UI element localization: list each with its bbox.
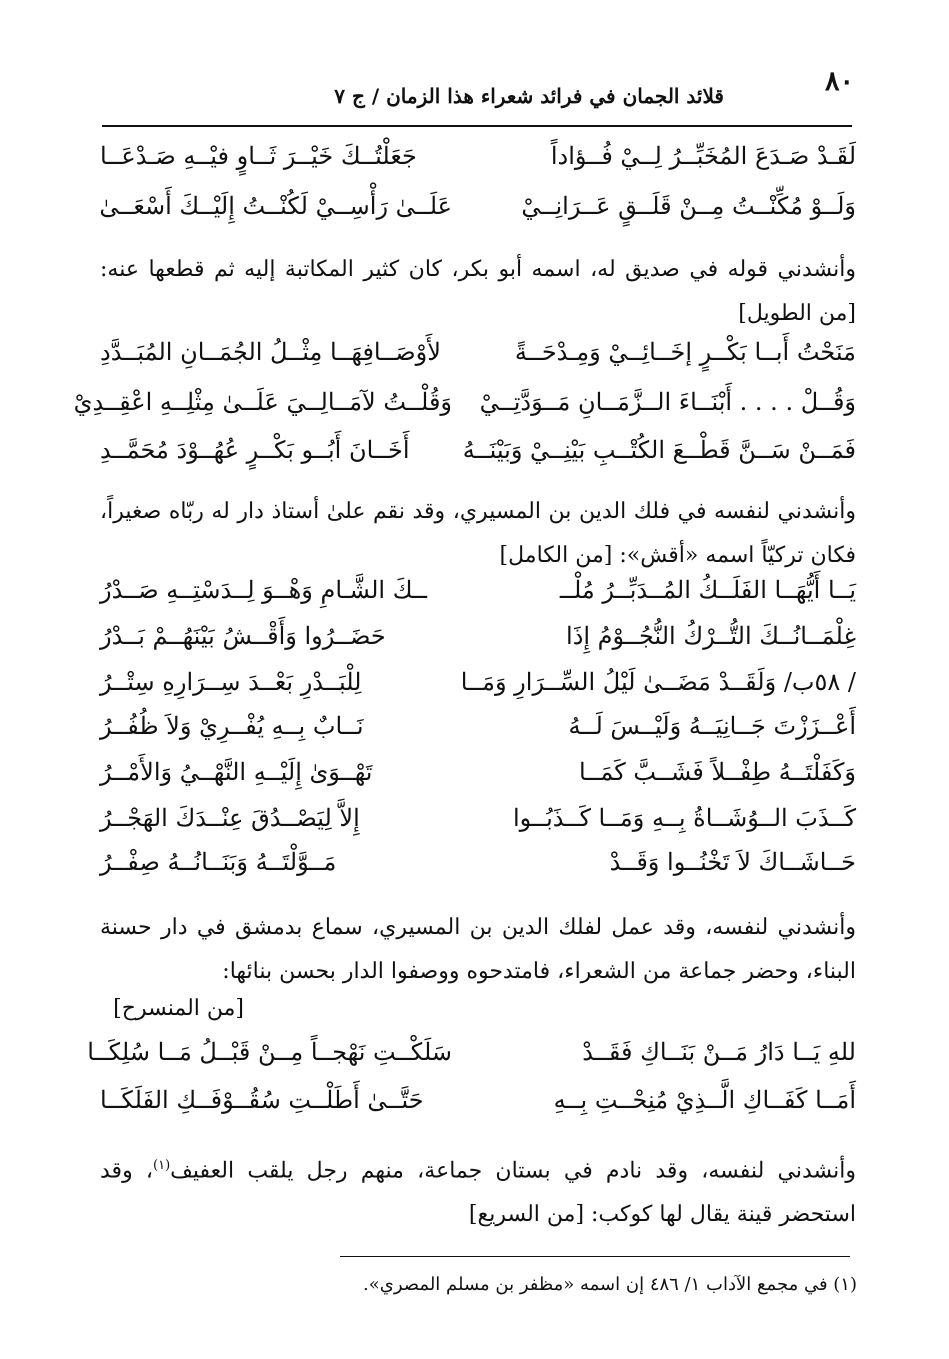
prose-text: وأنشدني لنفسه، وقد نادم في بستان جماعة، منهم رجل يلقب العفيف [170, 1158, 856, 1184]
page-number: ٨٠ [824, 66, 854, 97]
hemistich-left: مَــوَّلْتَــهُ وَبَنَــانُــهُ صِفْــرُ [100, 848, 337, 876]
poem2-couplet-3 [100, 436, 856, 478]
poem2-couplet-1 [100, 338, 856, 380]
poem3-couplet-3 [100, 668, 856, 710]
poem2-couplet-2 [73, 388, 856, 430]
prose-paragraph-2: وأنشدني قوله في صديق له، اسمه أبو بكر، كان كثير المكاتبة إليه ثم قطعها عنه: [من الطويل] [100, 257, 856, 326]
hemistich-right: وَكَفَلْتَــهُ طِفْــلاً فَشَــبَّ كَمَــا [579, 758, 856, 786]
hemistich-left: عَلَــىٰ رَأْسِــيْ لَكُنْــتُ إِلَيْــكَ أَسْعَــىٰ [99, 192, 452, 220]
hemistich-right: للهِ يَــا دَارُ مَــنْ بَنَــاكِ فَقَــدْ [582, 1038, 856, 1066]
poem1-couplet-1 [100, 142, 856, 184]
hemistich-right: لَقَـدْ صَـدَعَ المُخَبِّــرُ لِــيْ فُــؤاداً [550, 142, 856, 170]
hemistich-right: مَنَحْتُ أَبــا بَكْــرٍ إخَــائِــيْ وَمِـدْحَــةً [514, 338, 856, 366]
hemistich-right: / ٥٨ب/ وَلَقَــدْ مَضَــىٰ لَيْلُ السِّــرَارِ وَمَــا [460, 668, 856, 696]
prose-paragraph-5 [100, 1144, 856, 1237]
hemistich-right: أَعْــزَزْتَ جَــانِيَــهُ وَلَيْــسَ لَــهُ [568, 712, 856, 740]
hemistich-left: تَهْــوَىٰ إِلَيْــهِ النَّهْــيُ وَالأَمْــرُ [100, 758, 373, 786]
hemistich-left: وَقُلْــتُ لآمَــالِــيَ عَلَــىٰ مِثْلِــهِ اعْقِــدِيْ [73, 388, 452, 416]
prose-text: ، وقد استحضر قينة يقال لها كوكب: [من السريع] [100, 1158, 856, 1228]
hemistich-left: لأَوْصَــافِهَــا مِثْــلُ الجُمَــانِ المُبَــدَّدِ [100, 338, 441, 366]
hemistich-left: أَخَــانَ أَبُــو بَكْــرٍ عُهُــوْدَ مُحَمَّــدِ [100, 436, 410, 464]
hemistich-right: وَلَــوْ مُكِّنْــتُ مِــنْ قَلَــقٍ عَــرَانِــيْ [521, 192, 856, 220]
poem1-couplet-2 [100, 192, 856, 234]
poem3-couplet-4 [100, 712, 856, 754]
poem3-couplet-1 [100, 576, 856, 618]
header-rule [102, 125, 852, 127]
hemistich-right: كَــذَبَ الــوُشَــاةُ بِــهِ وَمَــا كَــذَبُــوا [512, 804, 856, 832]
meter-label: [من المنسرح] [113, 996, 244, 1021]
hemistich-right: غِلْمَــانُــكَ التُّــرْكُ النُّجُــوْمُ إِذَا [566, 622, 856, 650]
hemistich-left: ــكَ الشَّـامِ وَهْــوَ لِــدَسْتِــهِ صَــدْرُ [100, 576, 427, 604]
prose-paragraph-4: وأنشدني لنفسه، وقد عمل لفلك الدين بن المسيري، سماع بدمشق في دار حسنة البناء، وحضر جماعة من الشعراء، فامتدحوه ووصفوا الدار بحسن بنائها: [100, 915, 856, 984]
hemistich-right: حَــاشَــاكَ لاَ تَخْنُــوا وَقَــدْ [609, 848, 856, 876]
hemistich-left: جَعَلْتُــكَ خَيْــرَ ثَــاوٍ فيْــهِ صَـدْعَــا [100, 142, 417, 170]
hemistich-left: إِلاَّ لِيَصْــدُقَ عِنْــدَكَ الهَجْــرُ [100, 804, 360, 832]
hemistich-left: حَتَّــىٰ أَطَلْــتِ سُقُــوْفَــكِ الفَلَكَــا [100, 1086, 424, 1114]
hemistich-left: لِلْبَــدْرِ بَعْــدَ سِــرَارِهِ سِتْــرُ [100, 668, 362, 696]
hemistich-right: فَمَــنْ سَــنَّ قَطْــعَ الكُتْــبِ بَيْنِــيْ وَبَيْنَــهُ [462, 436, 856, 464]
hemistich-right: أَمَــا كَفَــاكِ الَّــذِيْ مُنِحْــتِ بِــهِ [553, 1086, 856, 1114]
prose-paragraph-3: وأنشدني لنفسه في فلك الدين بن المسيري، وقد نقم علىٰ أستاذ دار له ربّاه صغيراً، فكان تركيّاً اسمه «أقش»: [من الكامل] [100, 499, 856, 568]
hemistich-left: نَــابٌ بِــهِ يُفْــرِيْ وَلاَ ظُفُــرُ [100, 712, 364, 740]
poem3-couplet-2 [100, 622, 856, 664]
poem4-couplet-1 [87, 1038, 856, 1080]
footnote-marker: (١) [153, 1158, 171, 1173]
poem4-couplet-2 [100, 1086, 856, 1128]
hemistich-left: سَلَكْــتِ نَهْجــاً مِــنْ قَبْــلُ مَــا سُلِكَــا [87, 1038, 452, 1066]
hemistich-right: يَــا أَيُّهَــا الفَلَــكُ المُــدَبِّــرُ مُلْــ [559, 576, 856, 604]
poem3-couplet-5 [100, 758, 856, 800]
poem3-couplet-7 [100, 848, 856, 890]
footnote-rule [340, 1256, 850, 1257]
running-header: قلائد الجمان في فرائد شعراء هذا الزمان / ج ٧ [334, 84, 724, 108]
footnote: (١) في مجمع الآداب ١/ ٤٨٦ إن اسمه «مظفر بن مسلم المصري». [363, 1274, 857, 1295]
hemistich-left: حَضَــرُوا وَأَقْــشُ بَيْنَهُــمْ بَــدْرُ [100, 622, 386, 650]
hemistich-right: وَقُــلْ . . . . أَبْنَــاءَ الــزَّمَــانِ مَــوَدَّتِــيْ [479, 388, 856, 416]
poem3-couplet-6 [100, 804, 856, 846]
